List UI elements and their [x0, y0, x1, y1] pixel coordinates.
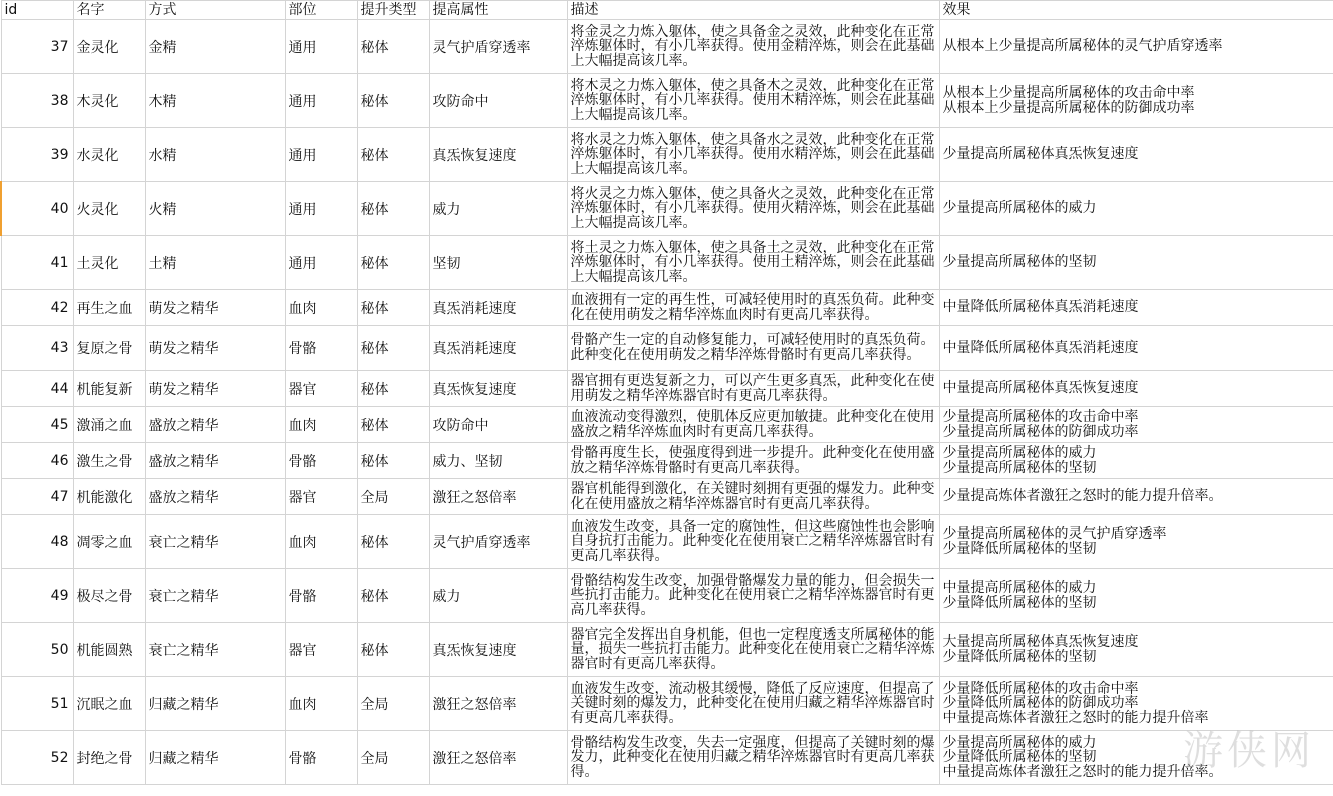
effect-line: 少量降低所属秘体的防御成功率 [942, 695, 1139, 712]
table-row [1, 74, 1333, 128]
effect-line: 中量提高所属秘体的威力 [942, 579, 1097, 596]
effect-line: 少量提高所属秘体的坚韧 [942, 254, 1097, 271]
desc-text: 器官拥有更迭复新之力，可以产生更多真炁，此种变化在使用萌发之精华淬炼器官时有更高几率获得。 [570, 372, 935, 404]
cell-type[interactable]: 秘体 [357, 326, 429, 371]
cell-method[interactable]: 火精 [145, 182, 285, 236]
desc-text: 将木灵之力炼入躯体，使之具备木之灵效，此种变化在正常淬炼躯体时，有小几率获得。使用木精淬炼，则会在此基础上大幅提高该几率。 [570, 77, 935, 123]
cell-method[interactable]: 衰亡之精华 [145, 623, 285, 677]
table-row [1, 371, 1333, 407]
effect-line: 少量提高炼体者激狂之怒时的能力提升倍率。 [942, 488, 1223, 505]
cell-desc[interactable] [567, 623, 939, 677]
cell-id[interactable]: 45 [1, 407, 73, 443]
header-cell-method[interactable]: 方式 [145, 1, 285, 20]
cell-effect[interactable] [939, 74, 1333, 128]
cell-part[interactable]: 器官 [285, 371, 357, 407]
cell-name[interactable]: 激涌之血 [73, 407, 145, 443]
cell-part[interactable]: 血肉 [285, 407, 357, 443]
cell-attr[interactable]: 真炁恢复速度 [429, 371, 567, 407]
desc-text: 器官机能得到激化，在关键时刻拥有更强的爆发力。此种变化在使用盛放之精华淬炼器官时有更高几率获得。 [570, 480, 935, 512]
cell-attr[interactable]: 激狂之怒倍率 [429, 479, 567, 515]
cell-name[interactable]: 封绝之骨 [73, 731, 145, 785]
cell-type[interactable]: 秘体 [357, 74, 429, 128]
table-row [1, 182, 1333, 236]
cell-name[interactable]: 复原之骨 [73, 326, 145, 371]
cell-name[interactable]: 火灵化 [73, 182, 145, 236]
cell-id[interactable]: 42 [1, 290, 73, 326]
cell-method[interactable]: 萌发之精华 [145, 290, 285, 326]
cell-method[interactable]: 归藏之精华 [145, 677, 285, 731]
cell-id[interactable]: 46 [1, 443, 73, 479]
cell-effect[interactable] [939, 623, 1333, 677]
cell-type[interactable]: 秘体 [357, 236, 429, 290]
cell-part[interactable]: 骨骼 [285, 731, 357, 785]
cell-part[interactable]: 通用 [285, 128, 357, 182]
cell-part[interactable]: 器官 [285, 623, 357, 677]
header-cell-part[interactable]: 部位 [285, 1, 357, 20]
table-row [1, 20, 1333, 74]
cell-id[interactable]: 40 [1, 182, 73, 236]
desc-text: 器官完全发挥出自身机能，但也一定程度透支所属秘体的能量，损失一些抗打击能力。此种变化在使用衰亡之精华淬炼器官时有更高几率获得。 [570, 626, 935, 672]
cell-effect[interactable] [939, 290, 1333, 326]
effect-line: 少量提高所属秘体的威力 [942, 734, 1097, 751]
desc-text: 将火灵之力炼入躯体，使之具备火之灵效，此种变化在正常淬炼躯体时，有小几率获得。使用火精淬炼，则会在此基础上大幅提高该几率。 [570, 185, 935, 231]
effect-line: 从根本上少量提高所属秘体的防御成功率 [942, 99, 1195, 116]
cell-type[interactable]: 秘体 [357, 407, 429, 443]
cell-type[interactable]: 秘体 [357, 443, 429, 479]
effect-line: 中量提高所属秘体真炁恢复速度 [942, 380, 1139, 397]
header-cell-type[interactable]: 提升类型 [357, 1, 429, 20]
cell-desc[interactable] [567, 569, 939, 623]
cell-name[interactable]: 激生之骨 [73, 443, 145, 479]
effect-line: 中量降低所属秘体真炁消耗速度 [942, 339, 1139, 356]
cell-effect[interactable] [939, 326, 1333, 371]
desc-text: 将金灵之力炼入躯体，使之具备金之灵效，此种变化在正常淬炼躯体时，有小几率获得。使用金精淬炼，则会在此基础上大幅提高该几率。 [570, 23, 935, 69]
cell-part[interactable]: 血肉 [285, 290, 357, 326]
cell-part[interactable]: 骨骼 [285, 326, 357, 371]
cell-desc[interactable] [567, 371, 939, 407]
cell-type[interactable]: 秘体 [357, 128, 429, 182]
effect-line: 少量降低所属秘体的坚韧 [942, 749, 1097, 766]
header-cell-effect[interactable]: 效果 [939, 1, 1333, 20]
cell-method[interactable]: 木精 [145, 74, 285, 128]
desc-text: 血液发生改变，流动极其缓慢，降低了反应速度，但提高了关键时刻的爆发力，此种变化在使用归藏之精华淬炼器官时有更高几率获得。 [570, 680, 935, 726]
cell-method[interactable]: 盛放之精华 [145, 479, 285, 515]
cell-effect[interactable] [939, 731, 1333, 785]
desc-text: 血液发生改变，具备一定的腐蚀性，但这些腐蚀性也会影响自身抗打击能力。此种变化在使用衰亡之精华淬炼器官时有更高几率获得。 [570, 518, 935, 564]
table-row [1, 623, 1333, 677]
cell-effect[interactable] [939, 569, 1333, 623]
effect-line: 从根本上少量提高所属秘体的灵气护盾穿透率 [942, 38, 1223, 55]
cell-attr[interactable]: 攻防命中 [429, 74, 567, 128]
cell-name[interactable]: 木灵化 [73, 74, 145, 128]
header-cell-name[interactable]: 名字 [73, 1, 145, 20]
cell-name[interactable]: 机能激化 [73, 479, 145, 515]
cell-id[interactable]: 52 [1, 731, 73, 785]
cell-type[interactable]: 秘体 [357, 515, 429, 569]
cell-desc[interactable] [567, 290, 939, 326]
cell-method[interactable]: 萌发之精华 [145, 371, 285, 407]
desc-text: 骨骼结构发生改变，加强骨骼爆发力量的能力，但会损失一些抗打击能力。此种变化在使用衰亡之精华淬炼器官时有更高几率获得。 [570, 572, 935, 618]
cell-attr[interactable]: 真炁消耗速度 [429, 326, 567, 371]
cell-effect[interactable] [939, 515, 1333, 569]
cell-part[interactable]: 器官 [285, 479, 357, 515]
header-cell-id[interactable]: id [1, 1, 73, 20]
desc-text: 血液流动变得激烈，使肌体反应更加敏捷。此种变化在使用盛放之精华淬炼血肉时有更高几率获得。 [570, 408, 935, 440]
table-row [1, 236, 1333, 290]
effect-line: 少量降低所属秘体的坚韧 [942, 648, 1097, 665]
effect-line: 少量提高所属秘体的灵气护盾穿透率 [942, 525, 1167, 542]
cell-attr[interactable]: 灵气护盾穿透率 [429, 515, 567, 569]
table-row [1, 479, 1333, 515]
cell-type[interactable]: 秘体 [357, 623, 429, 677]
cell-type[interactable]: 秘体 [357, 182, 429, 236]
cell-id[interactable]: 50 [1, 623, 73, 677]
cell-part[interactable]: 通用 [285, 182, 357, 236]
cell-effect[interactable] [939, 371, 1333, 407]
desc-text: 将水灵之力炼入躯体，使之具备水之灵效，此种变化在正常淬炼躯体时，有小几率获得。使用水精淬炼，则会在此基础上大幅提高该几率。 [570, 131, 935, 177]
cell-id[interactable]: 49 [1, 569, 73, 623]
table-row [1, 569, 1333, 623]
effect-line: 少量提高所属秘体真炁恢复速度 [942, 146, 1139, 163]
cell-method[interactable]: 盛放之精华 [145, 407, 285, 443]
desc-text: 将土灵之力炼入躯体，使之具备土之灵效，此种变化在正常淬炼躯体时，有小几率获得。使用土精淬炼，则会在此基础上大幅提高该几率。 [570, 239, 935, 285]
table-row [1, 326, 1333, 371]
effect-line: 从根本上少量提高所属秘体的攻击命中率 [942, 84, 1195, 101]
cell-name[interactable]: 水灵化 [73, 128, 145, 182]
cell-method[interactable]: 萌发之精华 [145, 326, 285, 371]
cell-part[interactable]: 通用 [285, 74, 357, 128]
cell-attr[interactable]: 威力 [429, 182, 567, 236]
cell-id[interactable]: 39 [1, 128, 73, 182]
cell-desc[interactable] [567, 74, 939, 128]
cell-effect[interactable] [939, 443, 1333, 479]
cell-name[interactable]: 土灵化 [73, 236, 145, 290]
cell-name[interactable]: 极尽之骨 [73, 569, 145, 623]
cell-desc[interactable] [567, 20, 939, 74]
cell-method[interactable]: 衰亡之精华 [145, 515, 285, 569]
cell-attr[interactable]: 威力 [429, 569, 567, 623]
cell-type[interactable]: 秘体 [357, 569, 429, 623]
cell-desc[interactable] [567, 182, 939, 236]
table-row [1, 731, 1333, 785]
cell-desc[interactable] [567, 236, 939, 290]
effect-line: 少量提高所属秘体的防御成功率 [942, 423, 1139, 440]
cell-attr[interactable]: 真炁恢复速度 [429, 623, 567, 677]
cell-id[interactable]: 44 [1, 371, 73, 407]
cell-desc[interactable] [567, 479, 939, 515]
cell-part[interactable]: 骨骼 [285, 443, 357, 479]
cell-effect[interactable] [939, 128, 1333, 182]
desc-text: 骨骼再度生长，使强度得到进一步提升。此种变化在使用盛放之精华淬炼骨骼时有更高几率获得。 [570, 444, 935, 476]
table-row [1, 407, 1333, 443]
cell-attr[interactable]: 坚韧 [429, 236, 567, 290]
cell-effect[interactable] [939, 236, 1333, 290]
cell-attr[interactable]: 真炁消耗速度 [429, 290, 567, 326]
header-cell-desc[interactable]: 描述 [567, 1, 939, 20]
cell-effect[interactable] [939, 20, 1333, 74]
effect-line: 少量降低所属秘体的攻击命中率 [942, 680, 1139, 697]
desc-text: 骨骼结构发生改变，失去一定强度，但提高了关键时刻的爆发力，此种变化在使用归藏之精华淬炼器官时有更高几率获得。 [570, 734, 935, 780]
cell-id[interactable]: 38 [1, 74, 73, 128]
effect-line: 少量降低所属秘体的坚韧 [942, 540, 1097, 557]
header-row [1, 1, 1333, 20]
effect-line: 少量降低所属秘体的坚韧 [942, 594, 1097, 611]
cell-name[interactable]: 沉眠之血 [73, 677, 145, 731]
cell-method[interactable]: 盛放之精华 [145, 443, 285, 479]
table-body [1, 20, 1333, 785]
cell-part[interactable]: 血肉 [285, 515, 357, 569]
cell-type[interactable]: 全局 [357, 677, 429, 731]
cell-id[interactable]: 47 [1, 479, 73, 515]
cell-attr[interactable]: 威力、坚韧 [429, 443, 567, 479]
effect-line: 少量提高所属秘体的攻击命中率 [942, 408, 1139, 425]
cell-attr[interactable]: 激狂之怒倍率 [429, 731, 567, 785]
effect-line: 少量提高所属秘体的坚韧 [942, 459, 1097, 476]
cell-desc[interactable] [567, 677, 939, 731]
cell-name[interactable]: 机能复新 [73, 371, 145, 407]
cell-desc[interactable] [567, 443, 939, 479]
cell-type[interactable]: 全局 [357, 731, 429, 785]
cell-method[interactable]: 土精 [145, 236, 285, 290]
cell-attr[interactable]: 激狂之怒倍率 [429, 677, 567, 731]
table-row [1, 290, 1333, 326]
cell-attr[interactable]: 真炁恢复速度 [429, 128, 567, 182]
cell-effect[interactable] [939, 182, 1333, 236]
cell-method[interactable]: 归藏之精华 [145, 731, 285, 785]
effect-line: 中量提高炼体者激狂之怒时的能力提升倍率。 [942, 763, 1223, 780]
table-row [1, 443, 1333, 479]
cell-name[interactable]: 机能圆熟 [73, 623, 145, 677]
cell-type[interactable]: 全局 [357, 479, 429, 515]
cell-id[interactable]: 48 [1, 515, 73, 569]
cell-desc[interactable] [567, 515, 939, 569]
cell-id[interactable]: 43 [1, 326, 73, 371]
effect-line: 中量降低所属秘体真炁消耗速度 [942, 299, 1139, 316]
cell-attr[interactable]: 灵气护盾穿透率 [429, 20, 567, 74]
effect-line: 中量提高炼体者激狂之怒时的能力提升倍率 [942, 709, 1209, 726]
cell-method[interactable]: 水精 [145, 128, 285, 182]
cell-effect[interactable] [939, 479, 1333, 515]
header-cell-attr[interactable]: 提高属性 [429, 1, 567, 20]
cell-type[interactable]: 秘体 [357, 290, 429, 326]
table-row [1, 677, 1333, 731]
cell-part[interactable]: 血肉 [285, 677, 357, 731]
cell-id[interactable]: 51 [1, 677, 73, 731]
cell-desc[interactable] [567, 407, 939, 443]
effect-line: 少量提高所属秘体的威力 [942, 444, 1097, 461]
cell-attr[interactable]: 攻防命中 [429, 407, 567, 443]
cell-effect[interactable] [939, 677, 1333, 731]
cell-part[interactable]: 通用 [285, 20, 357, 74]
desc-text: 血液拥有一定的再生性，可减轻使用时的真炁负荷。此种变化在使用萌发之精华淬炼血肉时有更高几率获得。 [570, 291, 935, 323]
cell-name[interactable]: 金灵化 [73, 20, 145, 74]
desc-text: 骨骼产生一定的自动修复能力，可减轻使用时的真炁负荷。此种变化在使用萌发之精华淬炼骨骼时有更高几率获得。 [570, 332, 935, 363]
cell-part[interactable]: 通用 [285, 236, 357, 290]
cell-desc[interactable] [567, 326, 939, 371]
cell-type[interactable]: 秘体 [357, 20, 429, 74]
cell-name[interactable]: 凋零之血 [73, 515, 145, 569]
effect-line: 大量提高所属秘体真炁恢复速度 [942, 633, 1139, 650]
cell-desc[interactable] [567, 128, 939, 182]
cell-id[interactable]: 37 [1, 20, 73, 74]
cell-name[interactable]: 再生之血 [73, 290, 145, 326]
cell-type[interactable]: 秘体 [357, 371, 429, 407]
table-row [1, 515, 1333, 569]
table-row [1, 128, 1333, 182]
cell-id[interactable]: 41 [1, 236, 73, 290]
cell-method[interactable]: 衰亡之精华 [145, 569, 285, 623]
effect-line: 少量提高所属秘体的威力 [942, 200, 1097, 217]
cell-method[interactable]: 金精 [145, 20, 285, 74]
cell-part[interactable]: 骨骼 [285, 569, 357, 623]
cell-desc[interactable] [567, 731, 939, 785]
watermark: 游侠网 [1183, 728, 1315, 774]
cell-effect[interactable] [939, 407, 1333, 443]
